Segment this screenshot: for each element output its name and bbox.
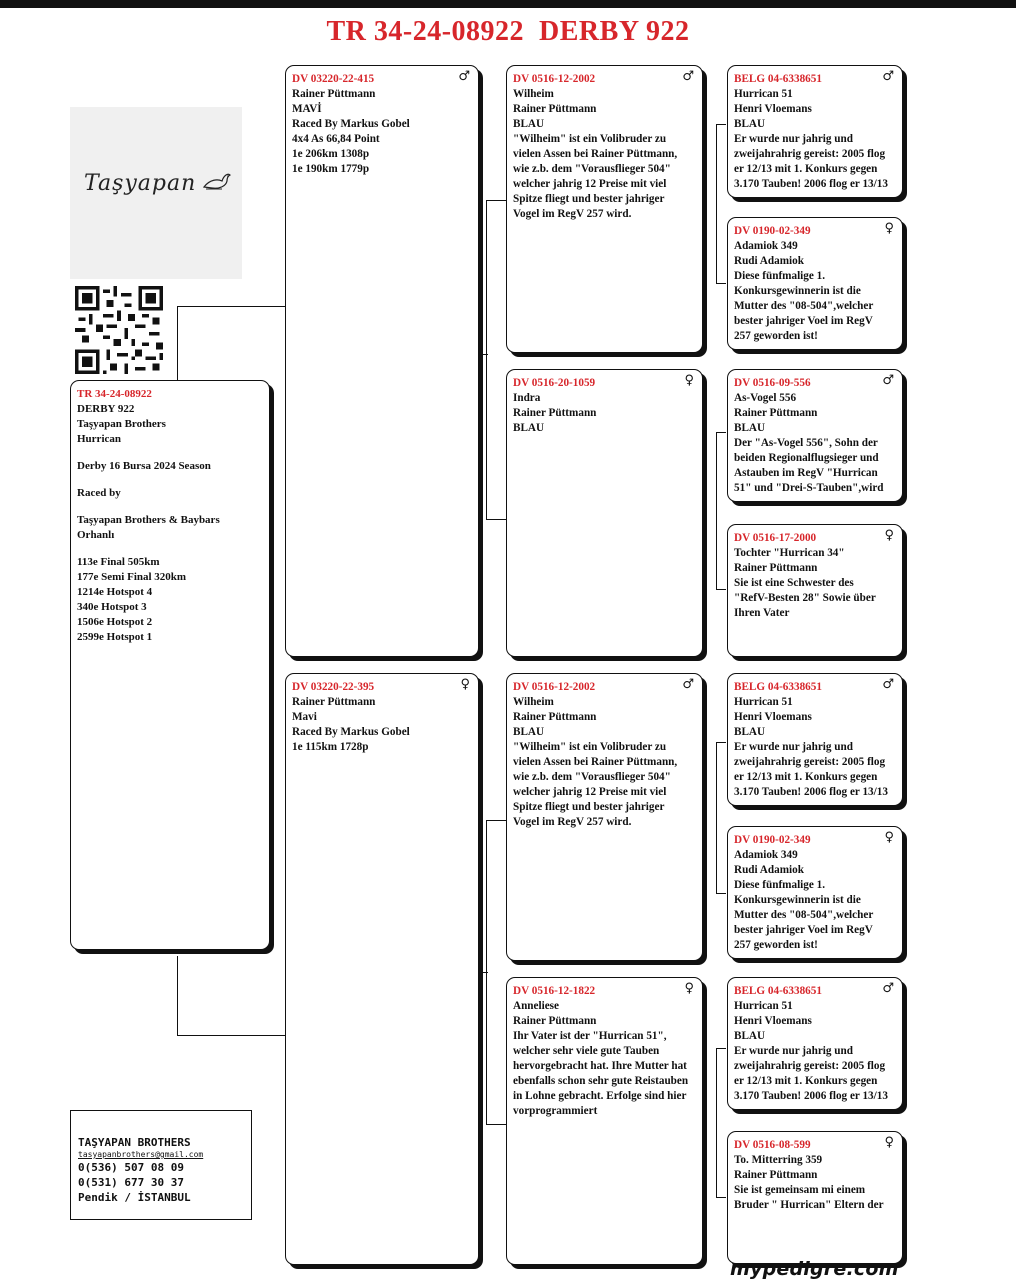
great-grandparent-line: As-Vogel 556: [734, 392, 797, 404]
contact-phone[interactable]: 0(531) 677 30 37: [78, 1176, 184, 1189]
grandparent-ring: DV 0516-12-1822: [513, 985, 596, 997]
subject-line: DERBY 922: [77, 403, 135, 415]
grandparent-line: Rainer Püttmann: [513, 711, 597, 723]
great-grandparent-line: er 12/13 mit 1. Konkurs gegen: [734, 771, 878, 783]
great-grandparent-line: Er wurde nur jahrig und: [734, 133, 853, 145]
dam-card[interactable]: [285, 673, 479, 1265]
great-grandparent-line: Ihren Vater: [734, 607, 790, 619]
great-grandparent-line: To. Mitterring 359: [734, 1154, 823, 1166]
logo-text: Taşyapan: [84, 171, 197, 196]
great-grandparent-ring: BELG 04-6338651: [734, 681, 822, 693]
grandparent-card[interactable]: [506, 673, 703, 961]
grandparent-line: BLAU: [513, 118, 545, 130]
connector-dam-stub: [478, 972, 488, 973]
male-icon: ♂: [882, 373, 894, 388]
great-grandparent-line: beiden Regionalflugsieger und: [734, 452, 879, 464]
grandparent-line: vielen Assen bei Rainer Püttmann,: [513, 148, 678, 160]
great-grandparent-line: Hurrican 51: [734, 696, 793, 708]
sire-line: 1e 206km 1308p: [292, 148, 370, 160]
subject-line: Taşyapan Brothers: [77, 418, 166, 430]
great-grandparent-line: Diese fünfmalige 1.: [734, 879, 826, 891]
great-grandparent-line: Rudi Adamiok: [734, 255, 804, 267]
great-grandparent-line: Er wurde nur jahrig und: [734, 1045, 853, 1057]
contact-email[interactable]: tasyapanbrothers@gmail.com: [78, 1150, 204, 1159]
great-grandparent-line: Mutter des "08-504",welcher: [734, 909, 874, 921]
male-icon: ♂: [458, 69, 470, 84]
great-grandparent-line: 257 geworden ist!: [734, 330, 818, 342]
grandparent-line: welcher jahrig 12 Preise mit viel: [513, 178, 667, 190]
great-grandparent-line: 257 geworden ist!: [734, 939, 818, 951]
great-grandparent-line: zweijahrahrig gereist: 2005 flog: [734, 148, 886, 160]
male-icon: ♂: [682, 69, 694, 84]
dam-ring: DV 03220-22-395: [292, 681, 375, 693]
grandparent-card[interactable]: [506, 65, 703, 353]
subject-raced-by: Orhanlı: [77, 529, 115, 541]
great-grandparent-line: Tochter "Hurrican 34": [734, 547, 845, 559]
grandparent-line: BLAU: [513, 726, 545, 738]
subject-result: 177e Semi Final 320km: [77, 571, 187, 583]
subject-result: 2599e Hotspot 1: [77, 631, 153, 643]
grandparent-line: vorprogrammiert: [513, 1105, 598, 1117]
connector-sire-stub: [478, 354, 488, 355]
great-grandparent-line: 51" und "Drei-S-Tauben",wird: [734, 482, 884, 494]
sire-line: 4x4 As 66,84 Point: [292, 133, 380, 145]
grandparent-line: BLAU: [513, 422, 545, 434]
male-icon: ♂: [882, 677, 894, 692]
great-grandparent-line: 3.170 Tauben! 2006 flog er 13/13: [734, 178, 888, 190]
grandparent-line: Vogel im RegV 257 wird.: [513, 816, 632, 828]
grandparent-line: vielen Assen bei Rainer Püttmann,: [513, 756, 678, 768]
connector-g2-1: [716, 432, 726, 590]
great-grandparent-line: Der "As-Vogel 556", Sohn der: [734, 437, 878, 449]
female-icon: ♀: [884, 528, 894, 543]
dam-line: Mavi: [292, 711, 317, 723]
great-grandparent-line: Sie ist gemeinsam mi einem: [734, 1184, 866, 1196]
great-grandparent-line: Adamiok 349: [734, 240, 798, 252]
pigeon-logo-icon: [202, 167, 232, 193]
subject-raced-by-label: Raced by: [77, 487, 121, 499]
great-grandparent-ring: DV 0190-02-349: [734, 225, 811, 237]
sire-line: Raced By Markus Gobel: [292, 118, 410, 130]
great-grandparent-line: zweijahrahrig gereist: 2005 flog: [734, 756, 886, 768]
great-grandparent-line: Konkursgewinnerin ist die: [734, 285, 861, 297]
connector-dam-parents: [486, 820, 506, 1125]
page-title: TR 34-24-08922 DERBY 922: [326, 16, 690, 47]
female-icon: ♀: [884, 1135, 894, 1150]
grandparent-line: Anneliese: [513, 1000, 559, 1012]
subject-result: 113e Final 505km: [77, 556, 160, 568]
grandparent-line: Wilheim: [513, 88, 554, 100]
female-icon: ♀: [460, 677, 470, 692]
great-grandparent-line: Bruder " Hurrican" Eltern der: [734, 1199, 884, 1211]
great-grandparent-line: Diese fünfmalige 1.: [734, 270, 826, 282]
grandparent-line: Spitze fliegt und bester jahriger: [513, 801, 665, 813]
great-grandparent-card[interactable]: [727, 369, 903, 502]
subject-ring: TR 34-24-08922: [77, 388, 152, 400]
grandparent-line: in Lohne gebracht. Erfolge sind hier: [513, 1090, 687, 1102]
great-grandparent-line: "RefV-Besten 28" Sowie über: [734, 592, 876, 604]
grandparent-line: Indra: [513, 392, 541, 404]
great-grandparent-line: zweijahrahrig gereist: 2005 flog: [734, 1060, 886, 1072]
great-grandparent-line: Henri Vloemans: [734, 1015, 812, 1027]
grandparent-ring: DV 0516-12-2002: [513, 73, 596, 85]
grandparent-line: ebenfalls schon sehr gute Reistauben: [513, 1075, 689, 1087]
connector-g2-0: [716, 124, 726, 284]
great-grandparent-line: Astauben im RegV "Hurrican: [734, 467, 878, 479]
logo: [70, 107, 242, 279]
great-grandparent-line: bester jahriger Voel im RegV: [734, 924, 873, 936]
sire-ring: DV 03220-22-415: [292, 73, 375, 85]
great-grandparent-line: Henri Vloemans: [734, 711, 812, 723]
dam-line: Rainer Püttmann: [292, 696, 376, 708]
sire-card[interactable]: [285, 65, 479, 657]
great-grandparent-line: Hurrican 51: [734, 1000, 793, 1012]
female-icon: ♀: [684, 981, 694, 996]
great-grandparent-card[interactable]: [727, 65, 903, 198]
grandparent-line: Rainer Püttmann: [513, 103, 597, 115]
connector-g2-2: [716, 742, 726, 894]
contact-box: [70, 1110, 252, 1220]
grandparent-line: wie z.b. dem "Vorausflieger 504": [513, 163, 671, 175]
subject-result: 340e Hotspot 3: [77, 601, 147, 613]
great-grandparent-line: Sie ist eine Schwester des: [734, 577, 854, 589]
grandparent-line: Vogel im RegV 257 wird.: [513, 208, 632, 220]
qr-code[interactable]: [75, 286, 163, 374]
great-grandparent-line: er 12/13 mit 1. Konkurs gegen: [734, 163, 878, 175]
female-icon: ♀: [684, 373, 694, 388]
grandparent-line: "Wilheim" ist ein Volibruder zu: [513, 741, 667, 753]
female-icon: ♀: [884, 221, 894, 236]
great-grandparent-line: BLAU: [734, 422, 766, 434]
grandparent-line: hervorgebracht hat. Ihre Mutter hat: [513, 1060, 687, 1072]
connector-sire-parents: [486, 200, 506, 520]
male-icon: ♂: [682, 677, 694, 692]
great-grandparent-card[interactable]: [727, 673, 903, 806]
great-grandparent-ring: BELG 04-6338651: [734, 73, 822, 85]
great-grandparent-card[interactable]: [727, 977, 903, 1110]
subject-season: Derby 16 Bursa 2024 Season: [77, 460, 211, 472]
grandparent-line: welcher jahrig 12 Preise mit viel: [513, 786, 667, 798]
grandparent-line: Spitze fliegt und bester jahriger: [513, 193, 665, 205]
great-grandparent-line: Rainer Püttmann: [734, 1169, 818, 1181]
great-grandparent-card[interactable]: [727, 524, 903, 657]
grandparent-line: Ihr Vater ist der "Hurrican 51",: [513, 1030, 667, 1042]
great-grandparent-line: BLAU: [734, 726, 766, 738]
sire-line: 1e 190km 1779p: [292, 163, 370, 175]
great-grandparent-line: Rudi Adamiok: [734, 864, 804, 876]
connector-g2-3: [716, 1048, 726, 1198]
footer-brand[interactable]: mypedigre.com: [730, 1258, 899, 1280]
dam-line: Raced By Markus Gobel: [292, 726, 410, 738]
great-grandparent-card[interactable]: [727, 826, 903, 959]
top-bar: [0, 0, 1016, 8]
contact-name: TAŞYAPAN BROTHERS: [78, 1136, 191, 1149]
grandparent-ring: DV 0516-20-1059: [513, 377, 596, 389]
dam-line: 1e 115km 1728p: [292, 741, 369, 753]
grandparent-line: wie z.b. dem "Vorausflieger 504": [513, 771, 671, 783]
subject-result: 1506e Hotspot 2: [77, 616, 153, 628]
great-grandparent-line: bester jahriger Voel im RegV: [734, 315, 873, 327]
great-grandparent-card[interactable]: [727, 217, 903, 350]
great-grandparent-line: Rainer Püttmann: [734, 562, 818, 574]
subject-line: Hurrican: [77, 433, 121, 445]
great-grandparent-line: Hurrican 51: [734, 88, 793, 100]
grandparent-line: Rainer Püttmann: [513, 407, 597, 419]
contact-location: Pendik / İSTANBUL: [78, 1191, 191, 1204]
great-grandparent-ring: BELG 04-6338651: [734, 985, 822, 997]
subject-raced-by: Taşyapan Brothers & Baybars: [77, 514, 220, 526]
sire-line: Rainer Püttmann: [292, 88, 376, 100]
male-icon: ♂: [882, 981, 894, 996]
great-grandparent-line: BLAU: [734, 118, 766, 130]
grandparent-line: welcher sehr viele gute Tauben: [513, 1045, 660, 1057]
connector-subject-sire: [177, 306, 285, 380]
subject-card[interactable]: [70, 380, 270, 950]
sire-line: MAVİ: [292, 103, 322, 115]
contact-phone[interactable]: 0(536) 507 08 09: [78, 1161, 184, 1174]
great-grandparent-card[interactable]: [727, 1131, 903, 1264]
great-grandparent-ring: DV 0190-02-349: [734, 834, 811, 846]
great-grandparent-line: Konkursgewinnerin ist die: [734, 894, 861, 906]
grandparent-card[interactable]: [506, 369, 703, 657]
great-grandparent-line: Henri Vloemans: [734, 103, 812, 115]
great-grandparent-ring: DV 0516-08-599: [734, 1139, 811, 1151]
great-grandparent-line: er 12/13 mit 1. Konkurs gegen: [734, 1075, 878, 1087]
great-grandparent-line: Adamiok 349: [734, 849, 798, 861]
subject-result: 1214e Hotspot 4: [77, 586, 153, 598]
grandparent-card[interactable]: [506, 977, 703, 1265]
grandparent-ring: DV 0516-12-2002: [513, 681, 596, 693]
great-grandparent-line: Mutter des "08-504",welcher: [734, 300, 874, 312]
great-grandparent-line: Rainer Püttmann: [734, 407, 818, 419]
male-icon: ♂: [882, 69, 894, 84]
grandparent-line: Wilheim: [513, 696, 554, 708]
great-grandparent-line: 3.170 Tauben! 2006 flog er 13/13: [734, 786, 888, 798]
great-grandparent-ring: DV 0516-17-2000: [734, 532, 817, 544]
great-grandparent-line: 3.170 Tauben! 2006 flog er 13/13: [734, 1090, 888, 1102]
great-grandparent-ring: DV 0516-09-556: [734, 377, 811, 389]
great-grandparent-line: Er wurde nur jahrig und: [734, 741, 853, 753]
grandparent-line: "Wilheim" ist ein Volibruder zu: [513, 133, 667, 145]
grandparent-line: Rainer Püttmann: [513, 1015, 597, 1027]
connector-subject-dam: [177, 956, 285, 1036]
female-icon: ♀: [884, 830, 894, 845]
great-grandparent-line: BLAU: [734, 1030, 766, 1042]
